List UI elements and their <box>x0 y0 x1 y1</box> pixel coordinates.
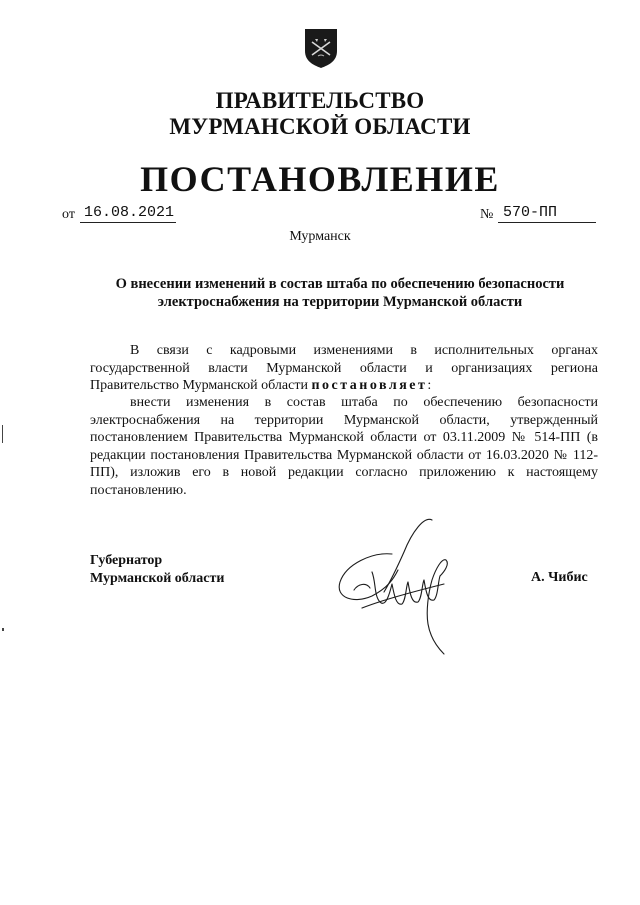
number-underline <box>498 222 596 223</box>
document-date: 16.08.2021 <box>84 204 175 221</box>
body-paragraph-1 <box>90 342 598 395</box>
date-label: от <box>62 207 75 222</box>
number-label: № <box>480 207 494 222</box>
handwritten-signature <box>332 512 462 672</box>
signatory-name: А. Чибис <box>531 570 588 585</box>
paragraph-1-end: : <box>427 378 432 393</box>
org-name-line2: МУРМАНСКОЙ ОБЛАСТИ <box>169 114 471 139</box>
scan-margin-mark <box>2 425 3 443</box>
date-underline <box>80 222 176 223</box>
paragraph-1-text: В связи с кадровыми изменениями в исполнительных органах государственной власти Мурманской области и организациях региона Правительство Мурманской области <box>90 343 598 393</box>
resolution-verb: постановляет <box>311 378 428 393</box>
org-name-line1: ПРАВИТЕЛЬСТВО <box>215 88 425 113</box>
scan-margin-dot <box>2 628 4 631</box>
body-paragraph-2: внести изменения в состав штаба по обеспечению безопасности электроснабжения на территории Мурманской области, утвержденный постановлением Правительства Мурманской области от 03.11.2009 № 514-ПП (в редакции постановления Правительства Мурманской области от 16.03.2020 № 112-ПП), изложив его в новой редакции согласно приложению к настоящему постановлению. <box>90 395 598 498</box>
document-type-title: ПОСТАНОВЛЕНИЕ <box>140 159 500 199</box>
document-number: 570-ПП <box>503 204 558 221</box>
coat-of-arms-icon <box>303 27 339 69</box>
signatory-title-line1: Губернатор <box>90 553 163 568</box>
subject-line1: О внесении изменений в состав штаба по обеспечению безопасности <box>115 276 565 292</box>
subject-line2: электроснабжения на территории Мурманской области <box>157 294 523 310</box>
signatory-title-line2: Мурманской области <box>90 571 225 586</box>
city-name: Мурманск <box>289 229 351 244</box>
